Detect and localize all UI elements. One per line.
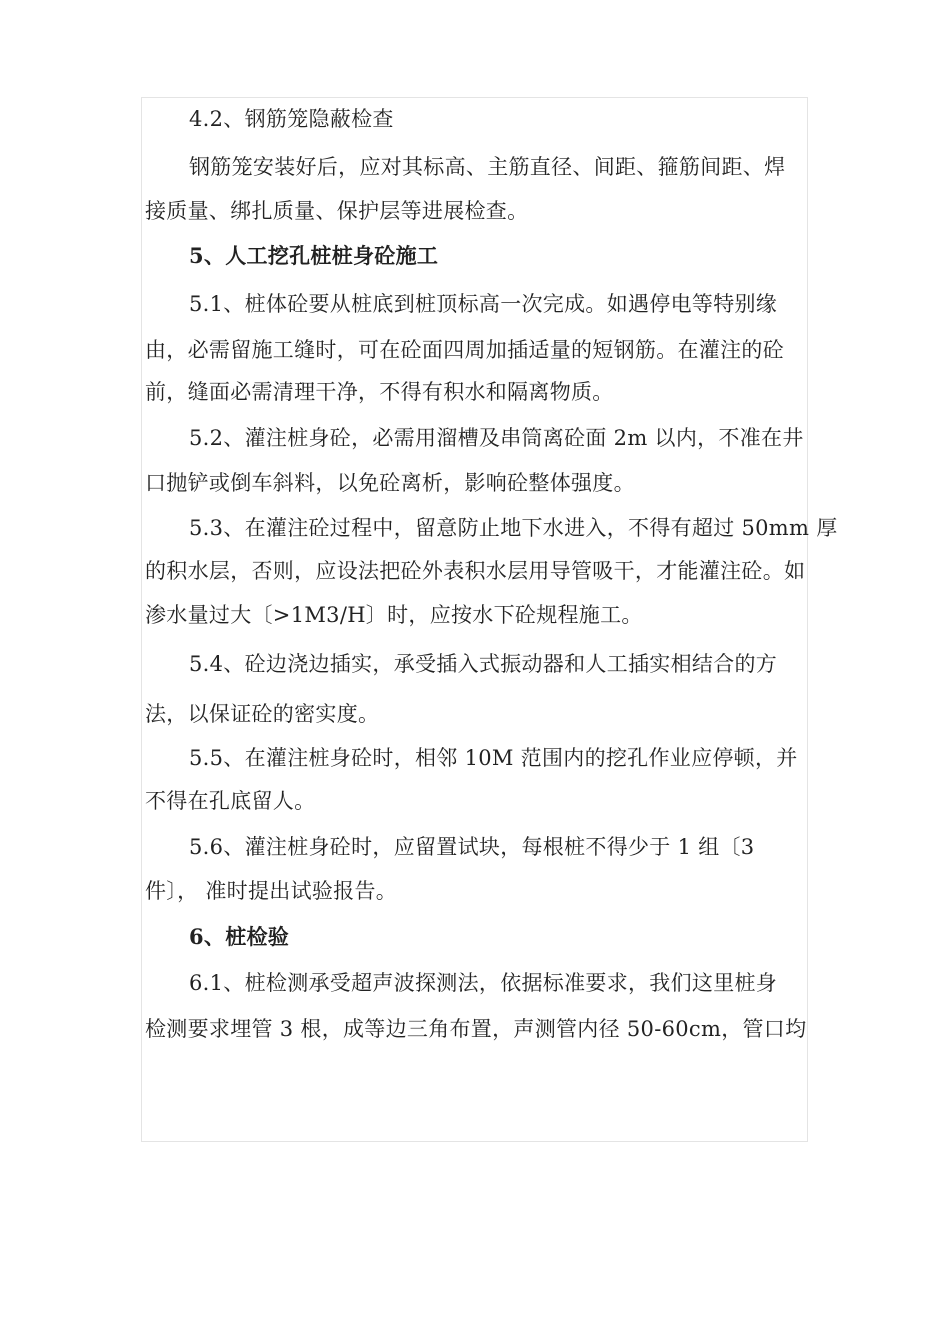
paragraph-line: 5.2、灌注桩身砼，必需用溜槽及串筒离砼面 2m 以内，不准在井 xyxy=(189,426,804,450)
paragraph-line: 渗水量过大〔>1M3/H〕时，应按水下砼规程施工。 xyxy=(145,603,643,627)
paragraph-line: 5.3、在灌注砼过程中，留意防止地下水进入，不得有超过 50mm 厚 xyxy=(189,516,838,540)
paragraph-line: 检测要求埋管 3 根，成等边三角布置，声测管内径 50-60cm，管口均 xyxy=(145,1017,807,1041)
paragraph-line: 不得在孔底留人。 xyxy=(145,789,316,813)
paragraph-line: 5.4、砼边浇边插实，承受插入式振动器和人工插实相结合的方 xyxy=(189,652,778,676)
paragraph-line: 法，以保证砼的密实度。 xyxy=(145,702,380,726)
section-heading-4-2: 4.2、钢筋笼隐蔽检查 xyxy=(189,107,394,131)
paragraph-line: 的积水层，否则，应设法把砼外表积水层用导管吸干，才能灌注砼。如 xyxy=(145,559,806,583)
paragraph-line: 件〕， 准时提出试验报告。 xyxy=(145,879,398,903)
paragraph-line: 口抛铲或倒车斜料，以免砼离析，影响砼整体强度。 xyxy=(145,471,635,495)
section-heading-6: 6、桩检验 xyxy=(189,924,290,949)
paragraph-line: 5.5、在灌注桩身砼时，相邻 10M 范围内的挖孔作业应停顿，并 xyxy=(189,746,798,770)
paragraph-line: 前，缝面必需清理干净，不得有积水和隔离物质。 xyxy=(145,380,614,404)
paragraph-line: 6.1、桩检测承受超声波探测法，依据标准要求，我们这里桩身 xyxy=(189,971,778,995)
paragraph-line: 钢筋笼安装好后，应对其标高、主筋直径、间距、箍筋间距、焊 xyxy=(189,155,786,179)
paragraph-line: 5.1、桩体砼要从桩底到桩顶标高一次完成。如遇停电等特别缘 xyxy=(189,292,778,316)
paragraph-line: 5.6、灌注桩身砼时，应留置试块，每根桩不得少于 1 组〔3 xyxy=(189,835,755,859)
paragraph-line: 接质量、绑扎质量、保护层等进展检查。 xyxy=(145,199,529,223)
section-heading-5: 5、人工挖孔桩桩身砼施工 xyxy=(189,243,439,268)
paragraph-line: 由，必需留施工缝时，可在砼面四周加插适量的短钢筋。在灌注的砼 xyxy=(145,338,784,362)
